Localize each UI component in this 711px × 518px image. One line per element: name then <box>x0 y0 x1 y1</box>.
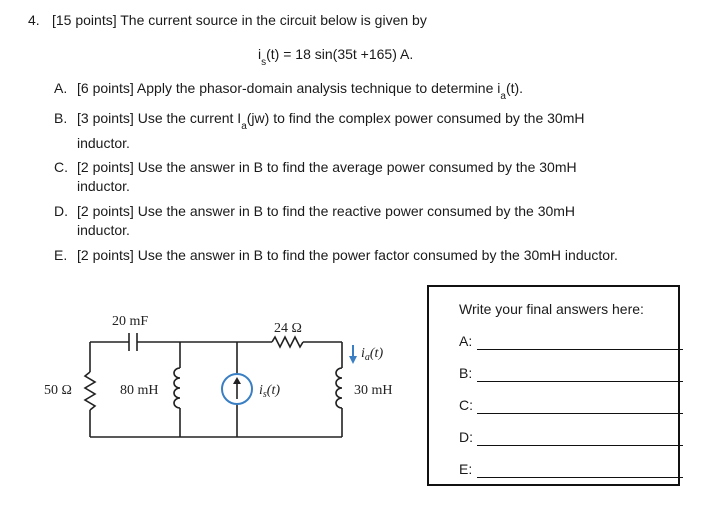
part-b-text <box>77 110 585 132</box>
part-e-letter: E. <box>54 247 68 263</box>
answer-label-e: E: <box>459 461 473 477</box>
resistor-top-label: 24 Ω <box>274 321 302 336</box>
answer-row-e[interactable] <box>459 461 659 477</box>
answer-row-d[interactable] <box>459 429 659 445</box>
part-a-pre: [6 points] Apply the phasor-domain analysis technique to determine i <box>77 80 501 96</box>
part-b-line2: inductor. <box>77 135 130 151</box>
source-equation <box>258 46 414 68</box>
part-c-letter: C. <box>54 159 68 175</box>
question-header: [15 points] The current source in the circuit below is given by <box>52 12 427 28</box>
answer-line-b[interactable] <box>477 381 683 382</box>
answer-label-a: A: <box>459 333 473 349</box>
question-number: 4. <box>28 12 40 28</box>
part-d-letter: D. <box>54 203 68 219</box>
answer-line-e[interactable] <box>477 477 683 478</box>
answer-box <box>427 285 680 486</box>
part-b-letter: B. <box>54 110 68 126</box>
answer-line-a[interactable] <box>477 349 683 350</box>
source-label: $i_s(t)$ <box>259 383 281 400</box>
capacitor-label: 20 mF <box>112 314 149 329</box>
eq-var: i <box>258 46 262 62</box>
eq-rest: (t) = 18 sin(35t +165) A. <box>266 46 414 62</box>
part-a-sub: a <box>500 91 506 102</box>
answer-line-c[interactable] <box>477 413 683 414</box>
part-c-text: [2 points] Use the answer in B to find the average power consumed by the 30mH <box>77 159 577 175</box>
answer-row-c[interactable] <box>459 397 659 413</box>
answer-label-d: D: <box>459 429 473 445</box>
eq-sub: s <box>261 57 267 68</box>
part-d-text: [2 points] Use the answer in B to find the reactive power consumed by the 30mH <box>77 203 576 219</box>
part-a-letter: A. <box>54 80 68 96</box>
answer-row-a[interactable] <box>459 333 659 349</box>
branch-current-label: $i_a(t)$ <box>361 346 384 363</box>
inductor-right-label: 30 mH <box>354 383 393 398</box>
part-b-post: (jw) to find the complex power consumed by the 30mH <box>246 110 585 126</box>
answer-box-title: Write your final answers here: <box>459 301 644 317</box>
circuit-diagram <box>40 300 420 450</box>
part-c-line2: inductor. <box>77 178 130 194</box>
answer-line-d[interactable] <box>477 445 683 446</box>
part-a-post: (t). <box>505 80 524 96</box>
part-e-text: [2 points] Use the answer in B to find the power factor consumed by the 30mH inductor. <box>77 247 618 263</box>
part-a-text <box>77 80 524 102</box>
inductor-mid-label: 80 mH <box>120 383 159 398</box>
part-b-sub: a <box>241 121 247 132</box>
answer-row-b[interactable] <box>459 365 659 381</box>
part-b-pre: [3 points] Use the current I <box>77 110 242 126</box>
resistor-left-label: 50 Ω <box>44 383 72 398</box>
answer-label-c: C: <box>459 397 473 413</box>
answer-label-b: B: <box>459 365 473 381</box>
part-d-line2: inductor. <box>77 222 130 238</box>
